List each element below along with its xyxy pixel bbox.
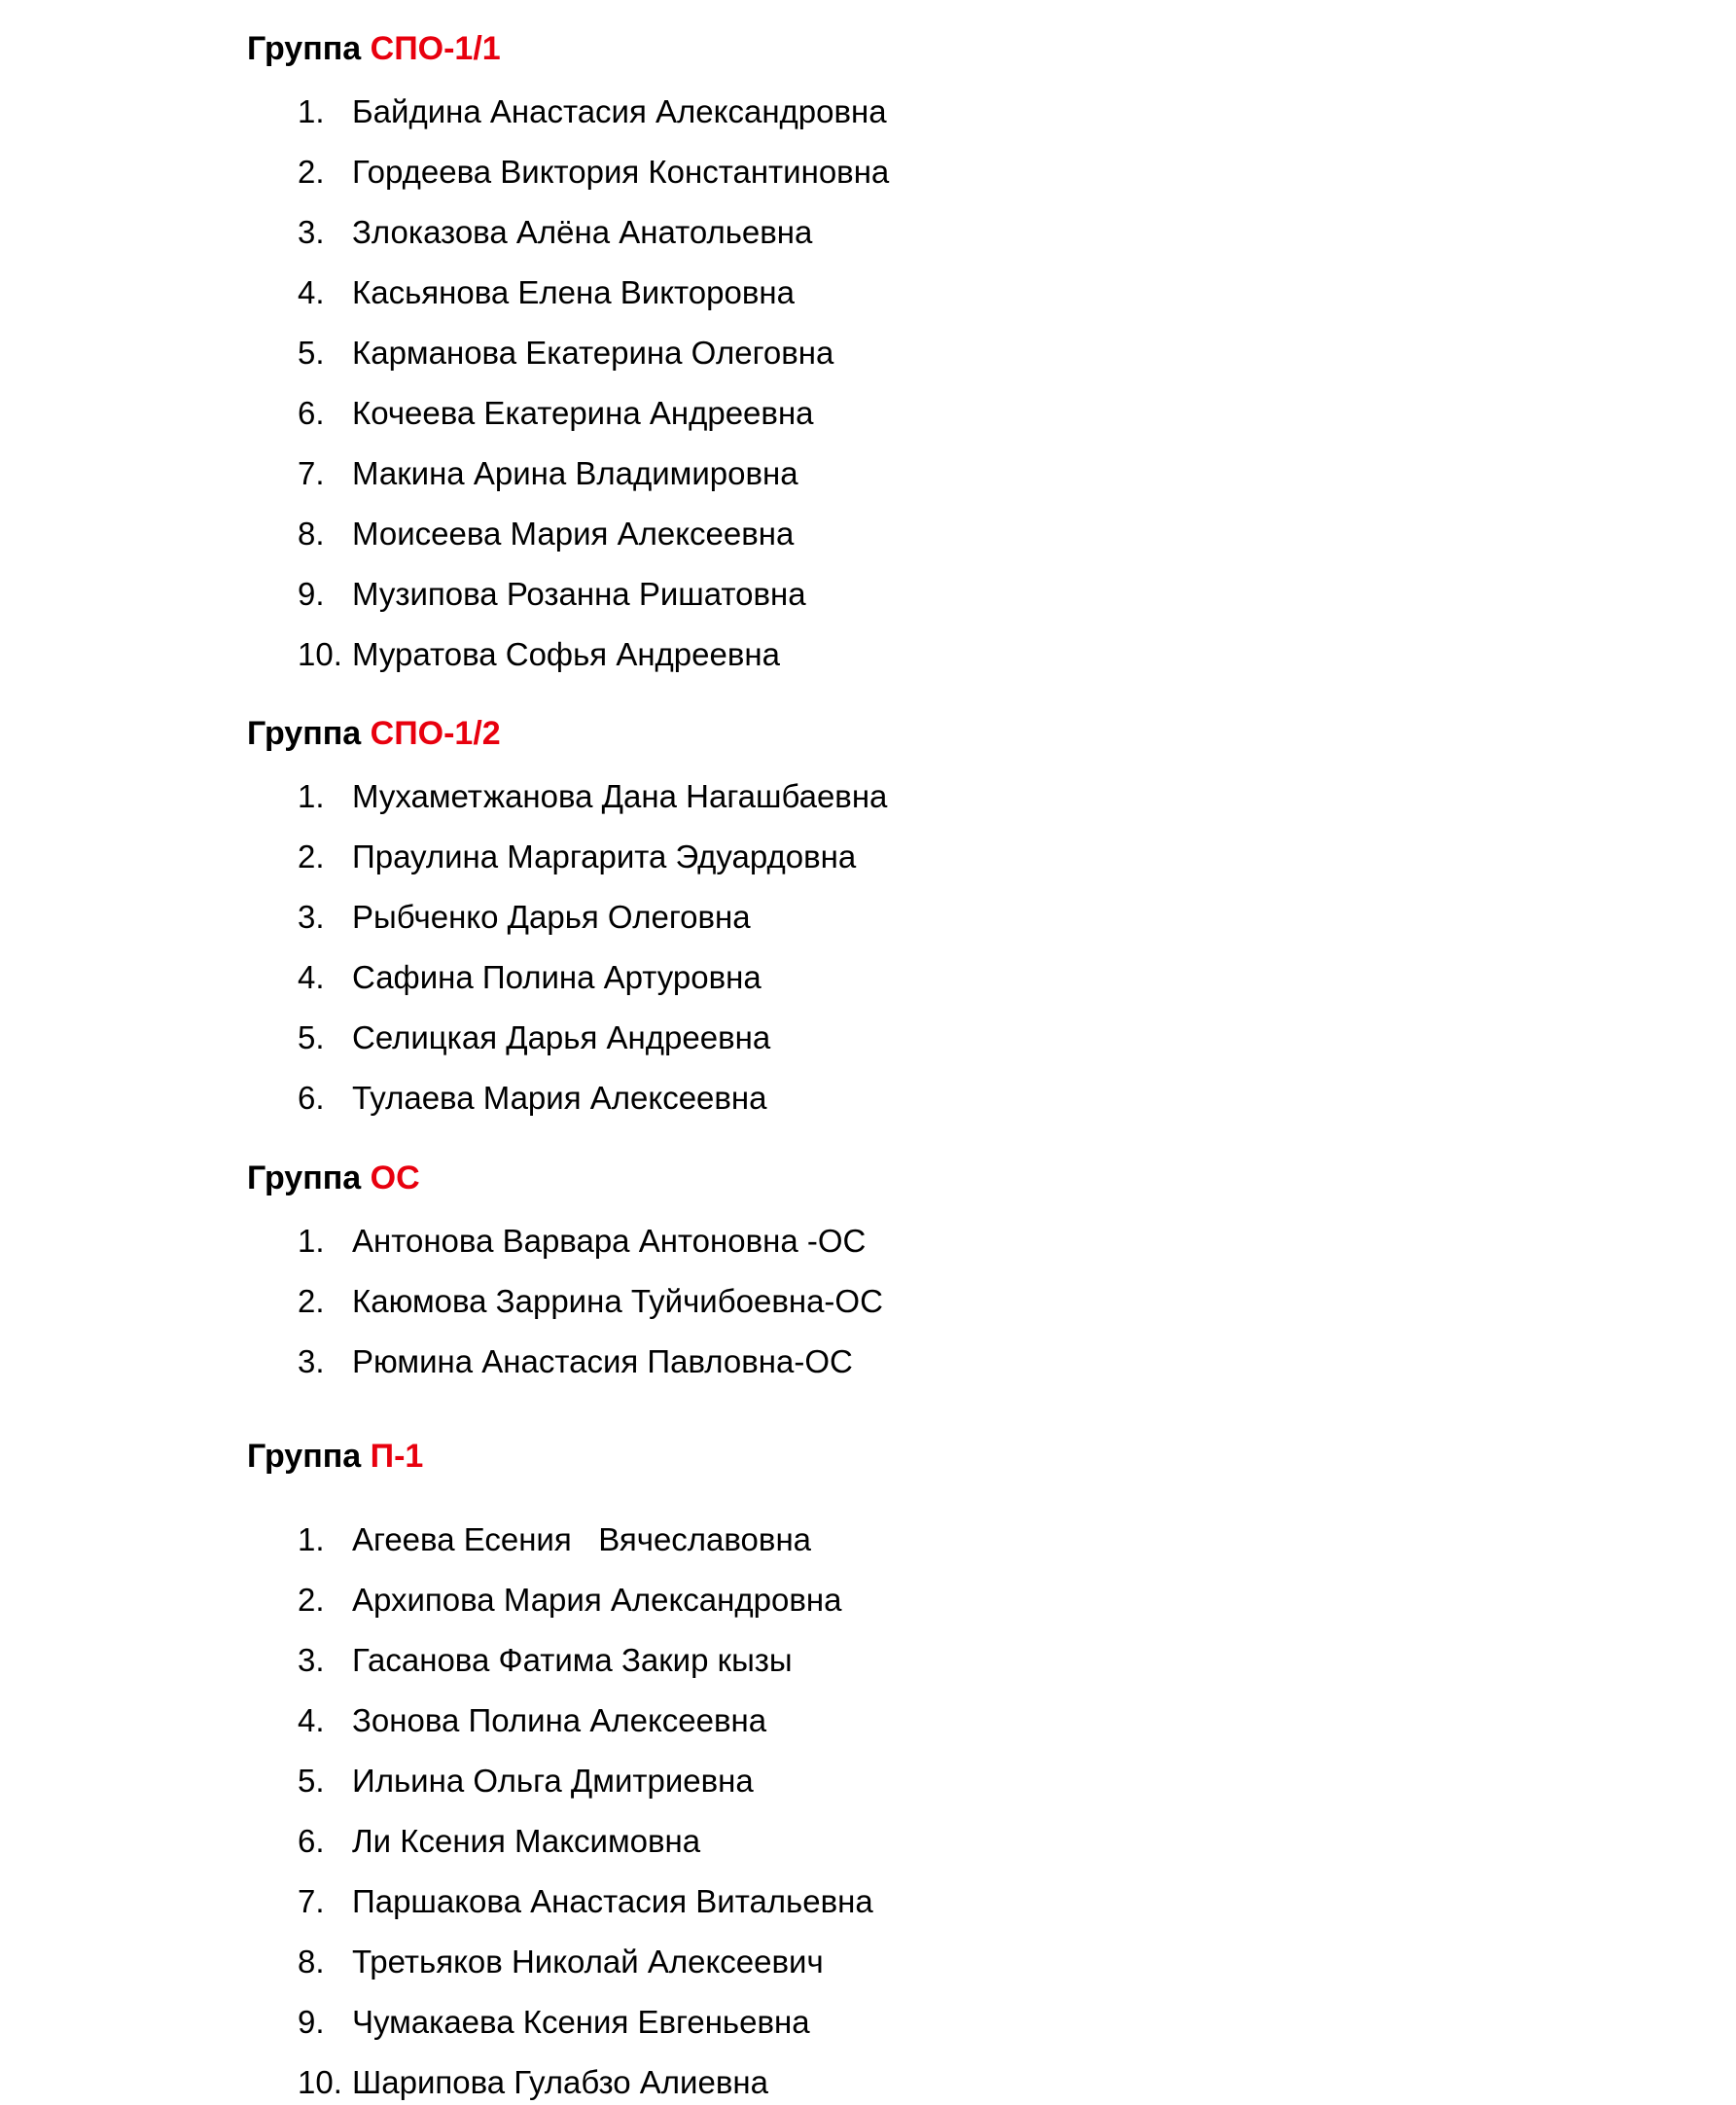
item-number: 3. <box>298 1642 325 1678</box>
student-name: Тулаева Мария Алексеевна <box>352 1080 767 1116</box>
item-number: 10. <box>298 2064 342 2100</box>
student-name: Зонова Полина Алексеевна <box>352 1702 767 1738</box>
student-name: Байдина Анастасия Александровна <box>352 93 887 129</box>
group-heading-spo-1-1 <box>247 32 501 65</box>
item-number: 3. <box>298 214 325 250</box>
group-code: СПО-1/1 <box>370 30 501 67</box>
student-name: Моисеева Мария Алексеевна <box>352 516 795 552</box>
student-name: Архипова Мария Александровна <box>352 1582 842 1618</box>
item-number: 7. <box>298 455 325 491</box>
group-label: Группа <box>247 1160 362 1196</box>
student-name: Шарипова Гулабзо Алиевна <box>352 2064 768 2100</box>
student-name: Гордеева Виктория Константиновна <box>352 154 890 190</box>
item-number: 7. <box>298 1883 325 1919</box>
student-name: Гасанова Фатима Закир кызы <box>352 1642 793 1678</box>
student-name: Карманова Екатерина Олеговна <box>352 335 834 371</box>
student-name: Рыбченко Дарья Олеговна <box>352 899 751 935</box>
item-number: 8. <box>298 516 325 552</box>
student-name: Паршакова Анастасия Витальевна <box>352 1883 873 1919</box>
student-name: Селицкая Дарья Андреевна <box>352 1019 771 1055</box>
item-number: 6. <box>298 1823 325 1859</box>
item-number: 6. <box>298 1080 325 1116</box>
item-number: 5. <box>298 1019 325 1055</box>
group-code: СПО-1/2 <box>370 715 501 752</box>
item-number: 1. <box>298 1223 325 1259</box>
item-number: 2. <box>298 1283 325 1319</box>
student-name: Мухаметжанова Дана Нагашбаевна <box>352 778 888 814</box>
group-label: Группа <box>247 715 362 752</box>
item-number: 2. <box>298 838 325 874</box>
item-number: 1. <box>298 93 325 129</box>
student-name: Третьяков Николай Алексеевич <box>352 1944 824 1980</box>
group-heading-spo-1-2 <box>247 717 501 750</box>
student-name: Муратова Софья Андреевна <box>352 636 780 672</box>
item-number: 9. <box>298 576 325 612</box>
student-name: Рюмина Анастасия Павловна-ОС <box>352 1343 853 1379</box>
student-name: Сафина Полина Артуровна <box>352 959 762 995</box>
student-name: Агеева Есения Вячеславовна <box>352 1521 812 1557</box>
item-number: 2. <box>298 154 325 190</box>
student-name: Праулина Маргарита Эдуардовна <box>352 838 857 874</box>
student-name: Макина Арина Владимировна <box>352 455 798 491</box>
item-number: 1. <box>298 1521 325 1557</box>
student-name: Касьянова Елена Викторовна <box>352 274 795 310</box>
student-name: Кочеева Екатерина Андреевна <box>352 395 814 431</box>
student-name: Злоказова Алёна Анатольевна <box>352 214 813 250</box>
student-name: Каюмова Заррина Туйчибоевна-ОС <box>352 1283 883 1319</box>
student-name: Антонова Варвара Антоновна -ОС <box>352 1223 867 1259</box>
item-number: 10. <box>298 636 342 672</box>
group-label: Группа <box>247 30 362 67</box>
student-name: Чумакаева Ксения Евгеньевна <box>352 2004 810 2040</box>
student-name: Ли Ксения Максимовна <box>352 1823 701 1859</box>
item-number: 2. <box>298 1582 325 1618</box>
item-number: 1. <box>298 778 325 814</box>
item-number: 3. <box>298 899 325 935</box>
group-heading-os <box>247 1161 420 1195</box>
item-number: 4. <box>298 959 325 995</box>
item-number: 5. <box>298 335 325 371</box>
group-label: Группа <box>247 1438 362 1475</box>
item-number: 5. <box>298 1763 325 1799</box>
item-number: 4. <box>298 1702 325 1738</box>
group-code: П-1 <box>370 1438 424 1475</box>
group-code: ОС <box>370 1160 420 1196</box>
item-number: 4. <box>298 274 325 310</box>
item-number: 3. <box>298 1343 325 1379</box>
item-number: 9. <box>298 2004 325 2040</box>
item-number: 6. <box>298 395 325 431</box>
group-heading-p-1 <box>247 1440 423 1473</box>
student-name: Музипова Розанна Ришатовна <box>352 576 806 612</box>
item-number: 8. <box>298 1944 325 1980</box>
student-name: Ильина Ольга Дмитриевна <box>352 1763 754 1799</box>
